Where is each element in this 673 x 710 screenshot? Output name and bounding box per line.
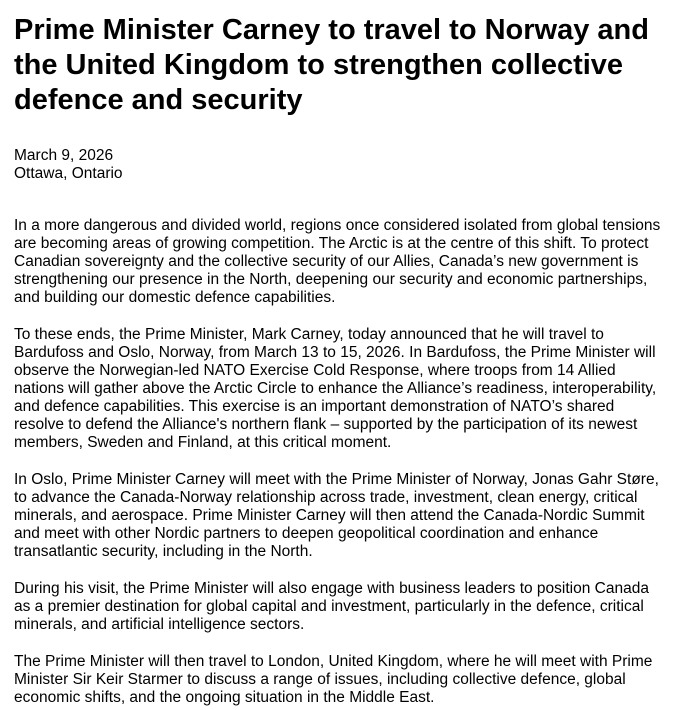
article-body bbox=[14, 217, 663, 707]
paragraph-london: The Prime Minister will then travel to London, United Kingdom, where he will meet with Prime Minister Sir Keir Starmer to discuss a range of issues, including collective defence, global economic shifts, and the ongoing situation in the Middle East. bbox=[14, 653, 653, 706]
page-title: Prime Minister Carney to travel to Norway and the United Kingdom to strengthen collective defence and security bbox=[14, 14, 649, 116]
paragraph-oslo: In Oslo, Prime Minister Carney will meet with the Prime Minister of Norway, Jonas Gahr Støre, to advance the Canada-Norway relationship across trade, investment, clean energy, critical minerals, and aerospace. Prime Minister Carney will then attend the Canada-Nordic Summit and meet with other Nordic partners to deepen geopolitical coordination and enhance transatlantic security, including in the North. bbox=[14, 471, 659, 560]
release-date: March 9, 2026 bbox=[14, 147, 114, 164]
paragraph-norway-trip: To these ends, the Prime Minister, Mark Carney, today announced that he will travel to Bardufoss and Oslo, Norway, from March 13 to 15, 2026. In Bardufoss, the Prime Minister will observe the Norwegian-led NATO Exercise Cold Response, where troops from 14 Allied nations will gather above the Arctic Circle to enhance the Alliance’s readiness, interoperability, and defence capabilities. This exercise is an important demonstration of NATO’s shared resolve to defend the Alliance's northern flank – supported by the participation of its newest members, Sweden and Finland, at this critical moment. bbox=[14, 326, 657, 451]
paragraph-business: During his visit, the Prime Minister will also engage with business leaders to position Canada as a premier destination for global capital and investment, particularly in the defence, critical minerals, and artificial intelligence sectors. bbox=[14, 580, 649, 633]
paragraph-intro: In a more dangerous and divided world, regions once considered isolated from global tensions are becoming areas of growing competition. The Arctic is at the centre of this shift. To protect Canadian sovereignty and the collective security of our Allies, Canada’s new government is strengthening our presence in the North, deepening our security and economic partnerships, and building our domestic defence capabilities. bbox=[14, 217, 661, 306]
release-location: Ottawa, Ontario bbox=[14, 165, 123, 182]
release-meta bbox=[14, 147, 663, 183]
